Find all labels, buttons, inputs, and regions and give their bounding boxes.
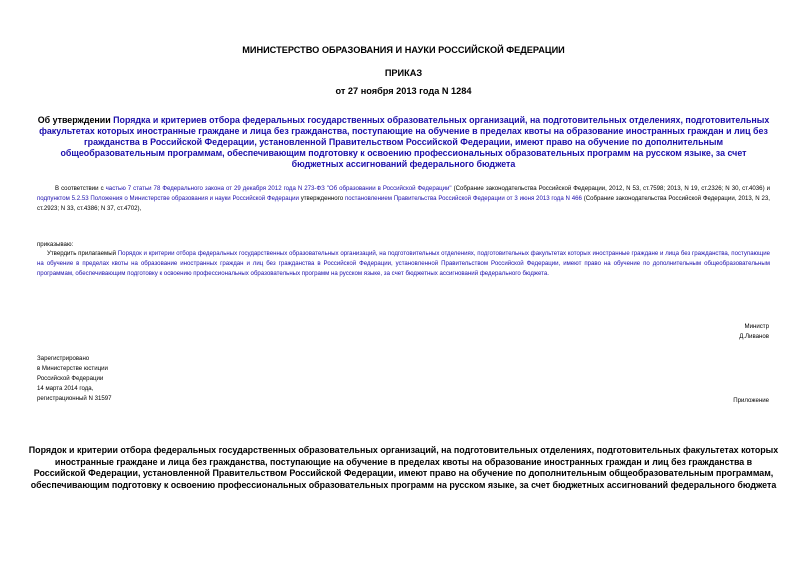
- appendix-label: Приложение: [733, 397, 769, 404]
- ministry-regulation-link[interactable]: подпунктом 5.2.53 Положения о Министерстве образования и науки Российской Федерации: [37, 195, 299, 202]
- legal-basis-paragraph: [37, 184, 770, 214]
- registration-line: Российской Федерации: [37, 375, 104, 382]
- registration-block: [37, 354, 112, 404]
- document-type: ПРИКАЗ: [384, 68, 423, 78]
- basis-text-3: утвержденного: [298, 195, 345, 202]
- registration-line: 14 марта 2014 года,: [37, 385, 94, 392]
- signatory-name: Д.Ливанов: [739, 333, 769, 340]
- signatory-position: Министр: [744, 323, 769, 330]
- basis-text-4: (Собрание законодательства Российской Федерации, 2013, N 23, ст.2923; N 33, ст.4386; N 37, ст.4702),: [37, 195, 770, 212]
- federal-law-link[interactable]: частью 7 статьи 78 Федерального закона от 29 декабря 2012 года N 273-ФЗ "Об образовании в Российской Федерации": [105, 185, 452, 192]
- registration-line: Зарегистрировано: [37, 355, 90, 362]
- document-title: [34, 115, 773, 170]
- approve-paragraph: [37, 249, 770, 279]
- title-prefix: Об утверждении: [37, 115, 114, 125]
- registration-line: в Министерстве юстиции: [37, 365, 108, 372]
- signature-block: [739, 322, 769, 342]
- approve-prefix: Утвердить прилагаемый: [47, 250, 118, 257]
- approved-procedure-link[interactable]: Порядок и критерии отбора федеральных государственных образовательных организаций, на подготовительных отделениях, подготовительных факультетах которых иностранные граждане и лица без гражданства, поступающие на обучение в пределах квоты на образование иностранных граждан и лиц без гражданства в Российской Федерации, установленной Правительством Российской Федерации, имеют право на обучение по дополнительным общеобразовательным программам, обеспечивающим подготовку к освоению профессиональных образовательных программ на русском языке, за счет бюджетных ассигнований федерального бюджета.: [37, 250, 770, 277]
- order-label: приказываю:: [37, 241, 74, 248]
- document-date: от 27 ноября 2013 года N 1284: [335, 86, 472, 96]
- appendix-title: Порядок и критерии отбора федеральных государственных образовательных организаций, на подготовительных отделениях, подготовительных факультетах которых иностранные граждане и лица без гражданства, поступающие на обучение в пределах квоты на образование иностранных граждан и лиц без гражданства в Российской Федерации, установленной Правительством Российской Федерации, имеют право на обучение по дополнительным общеобразовательным программам, обеспечивающим подготовку к освоению профессиональных образовательных программ на русском языке, за счет бюджетных ассигнований федерального бюджета: [28, 445, 779, 490]
- title-link[interactable]: Порядка и критериев отбора федеральных государственных образовательных организаций, на подготовительных отделениях, подготовительных факультетах которых иностранные граждане и лица без гражданства, поступающие на обучение в пределах квоты на образование иностранных граждан и лиц без гражданства в Российской Федерации, установленной Правительством Российской Федерации, имеют право на обучение по дополнительным общеобразовательным программам, обеспечивающим подготовку к освоению профессиональных образовательных программ на русском языке, за счет бюджетных ассигнований федерального бюджета: [39, 115, 770, 169]
- registration-line: регистрационный N 31597: [37, 395, 112, 402]
- ministry-heading: МИНИСТЕРСТВО ОБРАЗОВАНИЯ И НАУКИ РОССИЙСКОЙ ФЕДЕРАЦИИ: [242, 45, 565, 55]
- government-decree-link[interactable]: постановлением Правительства Российской Федерации от 3 июня 2013 года N 466: [344, 195, 582, 202]
- basis-text-2: (Собрание законодательства Российской Федерации, 2012, N 53, ст.7598; 2013, N 19, ст.2326; N 30, ст.4036) и: [451, 185, 771, 192]
- basis-text-1: В соответствии с: [55, 185, 106, 192]
